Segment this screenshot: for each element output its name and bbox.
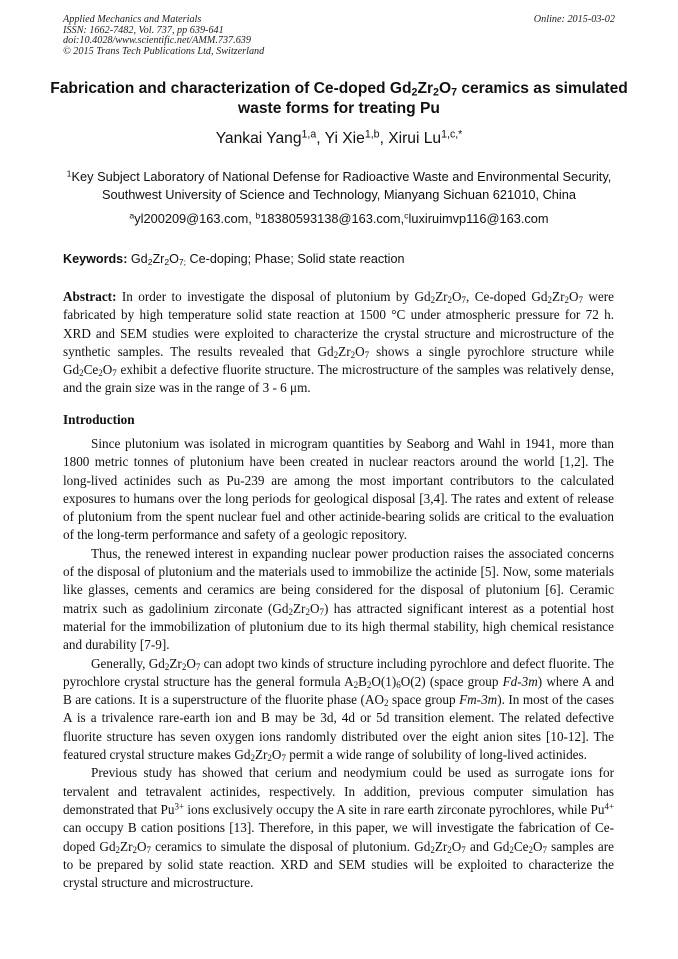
online-date: Online: 2015-03-02 — [533, 14, 615, 25]
author-list: Yankai Yang$^{1,a}$, Yi Xie$^{1,b}$, Xirui $Lu^{1,c,*}$ — [215, 128, 463, 147]
author: Yankai Yang — [215, 130, 302, 147]
affiliation: $^1$Key Subject Laboratory of National Defense for Radioactive Waste and Environmental Security, Southwest University of Science and Technology, Mianyang Sichuan 621010, China — [66, 168, 612, 202]
email-list: $^a$yl200209@163.com, $^b$18380593138@163.com,$^c$luxiruimvp116@163.com — [129, 210, 549, 226]
doi-line: doi:10.4028/www.scientific.net/AMM.737.639 — [63, 35, 251, 47]
abstract: Abstract: In order to investigate the disposal of plutonium by $Gd_2Zr_2O_7$, Ce-doped $Gd_2Zr_2O_7$ were fabricated by high temperature solid state reaction at 1500 °C under atmospheric pressure for 72 h. XRD and SEM studies were exploited to characterize the crystal structure and microstructure of the synthetic samples. The results revealed that $Gd_2Zr_2O_7$ shows a single pyrochlore structure while $Gd_2Ce_2O_7$ exhibit a defective fluorite structure. The microstructure of the samples was relatively dense, and the grain size was in the range of 3 - 6 μm. — [63, 289, 614, 396]
author: Xirui Lu — [388, 130, 442, 147]
introduction-body — [63, 435, 614, 892]
paragraph: Thus, the renewed interest in expanding nuclear power production raises the associated concerns of the disposal of plutonium and the materials used to immobilize the actinide [5]. Now, some materials like glasses, cements and ceramics are being considered for the disposal of plutonium [6]. Ceramic matrix such as gadolinium zirconate $(Gd_2Zr_2O_7)$ has attracted significant interest as a potential host material for the immobilization of plutonium due to its high thermal stability, high chemical resistance and durability [7-9]. — [63, 545, 615, 653]
email-link[interactable]: yl200209@163.com — [134, 211, 249, 226]
email-link[interactable]: 18380593138@163.com — [260, 211, 401, 226]
section-heading-introduction: Introduction — [63, 412, 135, 427]
keywords: Keywords: $Gd_2Zr_2O_{7;}$ Ce-doping; Phase; Solid state reaction — [63, 252, 405, 268]
paragraph: Previous study has showed that cerium and neodymium could be used as surrogate ions for tervalent and tetravalent actinides, respectively. In addition, previous computer simulation has demonstrated that $Pu^{3+}$ ions exclusively occupy the A site in rare earth zirconate pyrochlores, while $Pu^{4+}$ can occupy B cation positions [13]. Therefore, in this paper, we will investigate the fabrication of Ce-doped $Gd_2Zr_2O_7$ ceramics to simulate the disposal of plutonium. $Gd_2Zr_2O_7$ and $Gd_2Ce_2O_7$ samples are to be prepared by solid state reaction. XRD and SEM studies will be exploited to characterize the crystal structure and microstructure. — [63, 765, 614, 891]
abstract-label: Abstract: — [63, 289, 117, 304]
keywords-label: Keywords: — [63, 252, 128, 266]
journal-name: Applied Mechanics and Materials — [63, 14, 202, 25]
paper-title: Fabrication and characterization of Ce-doped $Gd_2Zr_2O_7$ ceramics as simulated waste forms for treating Pu — [50, 80, 628, 117]
copyright-line: © 2015 Trans Tech Publications Ltd, Switzerland — [63, 45, 265, 57]
issn-line: ISSN: 1662-7482, Vol. 737, pp 639-641 — [63, 24, 224, 36]
email-link[interactable]: luxiruimvp116@163.com — [408, 211, 549, 226]
paragraph: Generally, $Gd_2Zr_2O_7$ can adopt two kinds of structure including pyrochlore and defect fluorite. The pyrochlore crystal structure has the general formula $A_2B_2O(1)_6O(2)$ (space group Fd-3m) where A and B are cations. It is a superstructure of the fluorite phase ($AO_2$ space group Fm-3m). In most of the cases A is a trivalence rare-earth ion and B may be 3d, 4d or 5d transition element. The related defective fluorite structure has seven oxygen ions randomly distributed over the eight anion sites [10-12]. The featured crystal structure makes $Gd_2Zr_2O_7$ permit a wide range of solubility of long-lived actinides. — [63, 655, 615, 764]
author: Yi Xie — [324, 130, 365, 147]
journal-header — [63, 15, 615, 57]
paragraph: Since plutonium was isolated in microgram quantities by Seaborg and Wahl in 1941, more than 1800 metric tonnes of plutonium have been created in nuclear reactors around the world [1,2]. The long-lived actinides such as Pu-239 are among the most important contributors to the calculated exposures to humans over the long periods for geological disposal [3,4]. The rates and extent of release of plutonium from the spent nuclear fuel and other actinide-bearing solids are critical to the evaluation of the long-term performance and safety of a geologic repository. — [63, 436, 614, 543]
